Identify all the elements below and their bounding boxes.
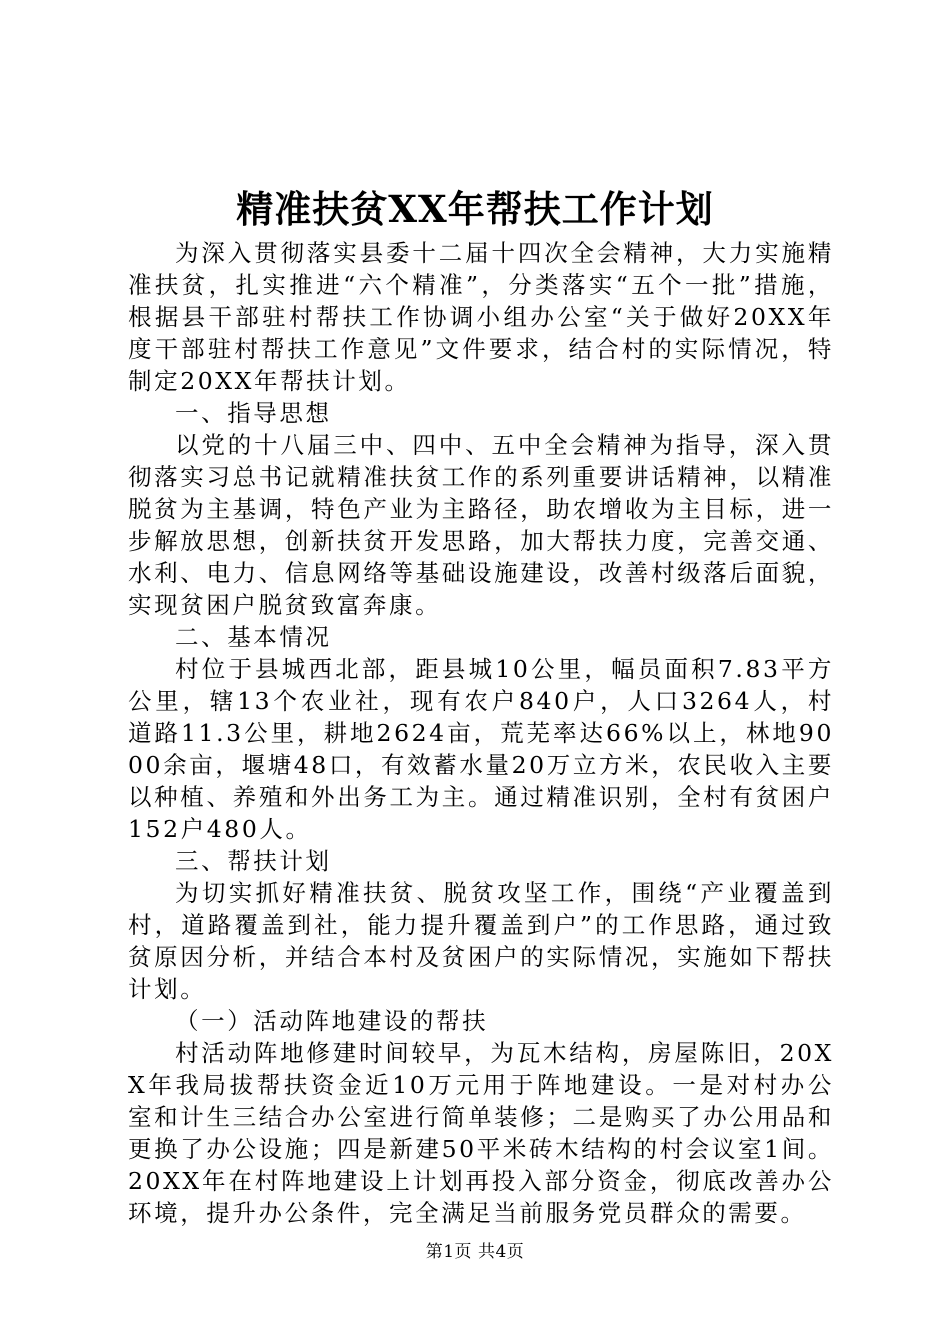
page-number-footer: 第1页 共4页 bbox=[425, 1242, 525, 1262]
subsection-heading-activity-site: （一）活动阵地建设的帮扶 bbox=[175, 1007, 489, 1035]
intro-paragraph: 为深入贯彻落实县委十二届十四次全会精神，大力实施精准扶贫，扎实推进“六个精准”，分类落实“五个一批”措施，根据县干部驻村帮扶工作协调小组办公室“关于做好20XX年度干部驻村帮扶工作意见”文件要求，结合村的实际情况，特制定20XX年帮扶计划。 bbox=[128, 239, 834, 395]
section-heading-assistance-plan: 三、帮扶计划 bbox=[175, 847, 332, 875]
guiding-thought-paragraph: 以党的十八届三中、四中、五中全会精神为指导，深入贯彻落实习总书记就精准扶贫工作的系列重要讲话精神，以精准脱贫为主基调，特色产业为主路径，助农增收为主目标，进一步解放思想，创新扶贫开发思路，加大帮扶力度，完善交通、水利、电力、信息网络等基础设施建设，改善村级落后面貌，实现贫困户脱贫致富奔康。 bbox=[128, 431, 834, 619]
document-body bbox=[128, 237, 834, 1229]
section-heading-guiding-thought: 一、指导思想 bbox=[175, 399, 332, 427]
basic-situation-paragraph: 村位于县城西北部，距县城10公里，幅员面积7.83平方公里，辖13个农业社，现有农户840户，人口3264人，村道路11.3公里，耕地2624亩，荒芜率达66%以上，林地9000余亩，堰塘48口，有效蓄水量20万立方米，农民收入主要以种植、养殖和外出务工为主。通过精准识别，全村有贫困户152户480人。 bbox=[128, 655, 834, 843]
section-heading-basic-situation: 二、基本情况 bbox=[175, 623, 332, 651]
activity-site-paragraph: 村活动阵地修建时间较早，为瓦木结构，房屋陈旧，20XX年我局拔帮扶资金近10万元用于阵地建设。一是对村办公室和计生三结合办公室进行简单装修；二是购买了办公用品和更换了办公设施；四是新建50平米砖木结构的村会议室1间。20XX年在村阵地建设上计划再投入部分资金，彻底改善办公环境，提升办公条件，完全满足当前服务党员群众的需要。 bbox=[128, 1039, 834, 1227]
document-title: 精准扶贫XX年帮扶工作计划 bbox=[236, 187, 714, 231]
assistance-plan-paragraph: 为切实抓好精准扶贫、脱贫攻坚工作，围绕“产业覆盖到村，道路覆盖到社，能力提升覆盖到户”的工作思路，通过致贫原因分析，并结合本村及贫困户的实际情况，实施如下帮扶计划。 bbox=[128, 879, 834, 1003]
